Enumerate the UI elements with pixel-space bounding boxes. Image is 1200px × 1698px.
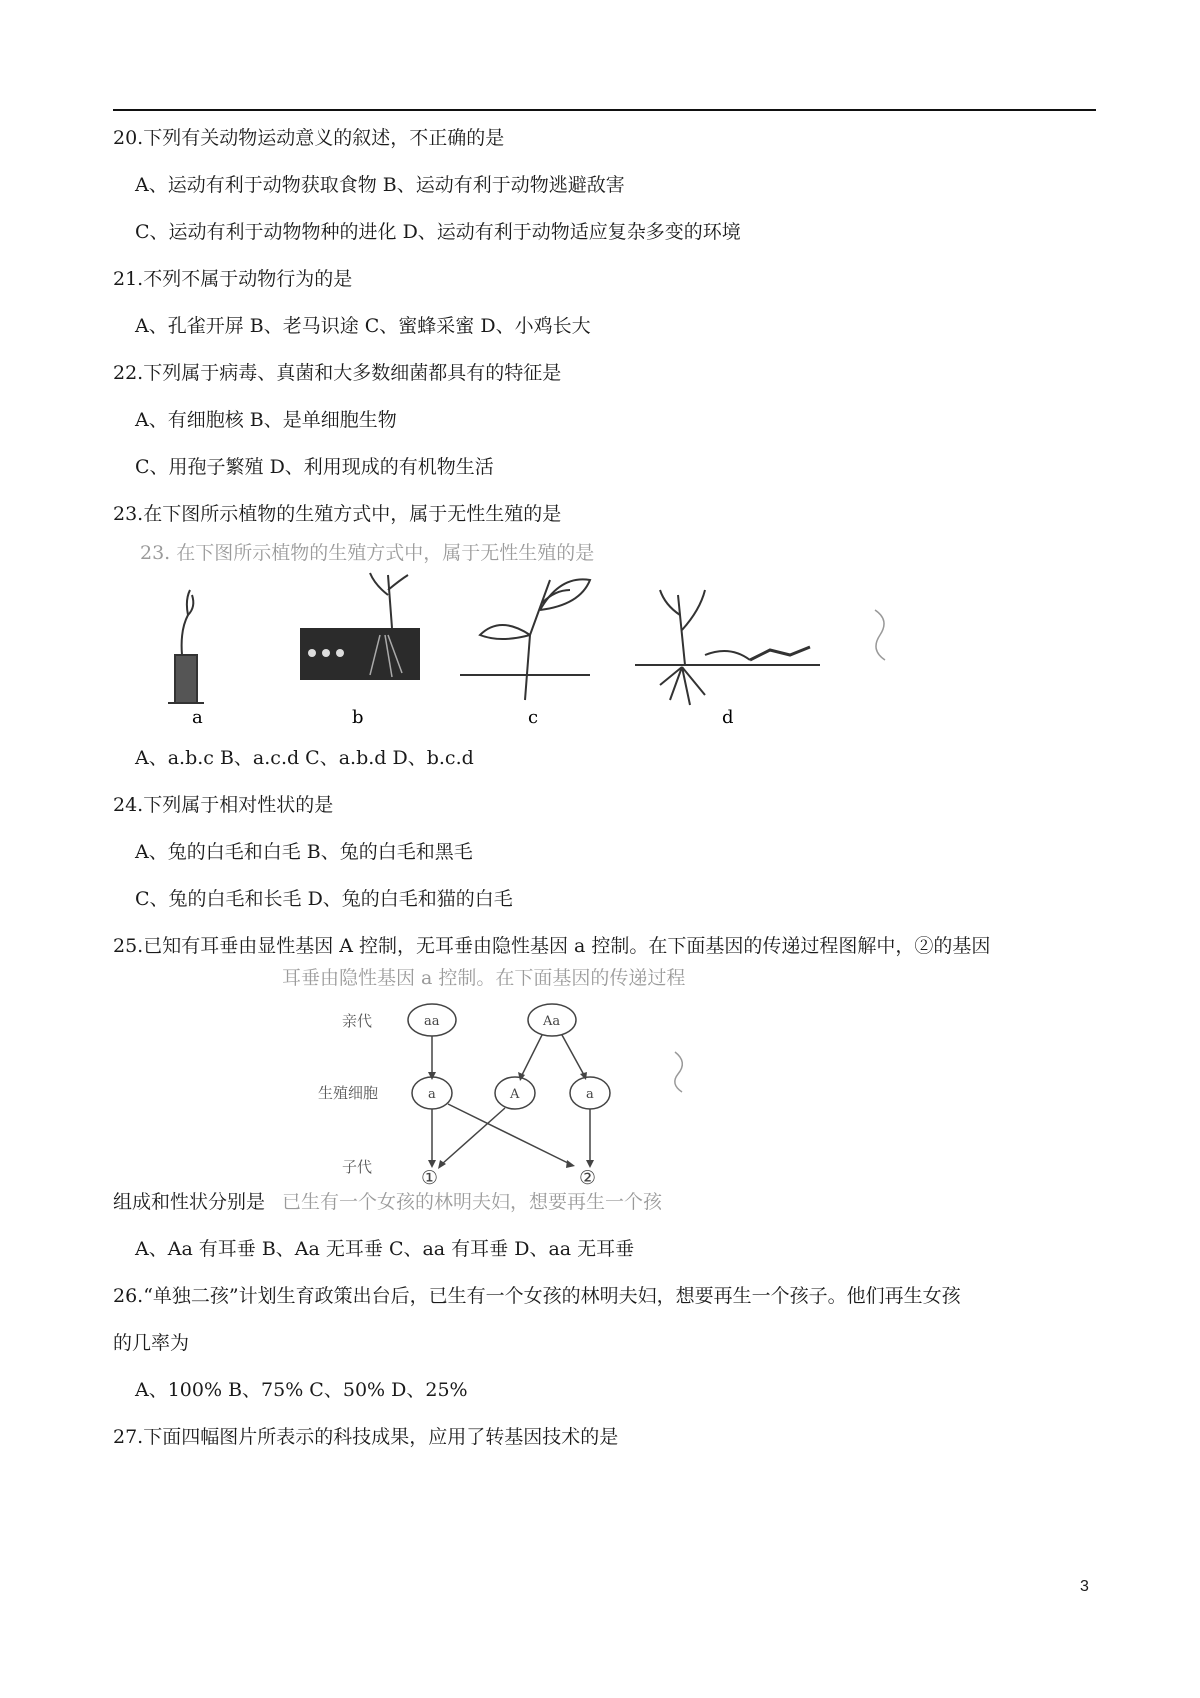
figure-23-label-a: a	[192, 707, 203, 725]
question-26-options: A、100% B、75% C、50% D、25%	[135, 1379, 468, 1401]
question-20-options-2: C、运动有利于动物物种的进化 D、运动有利于动物适应复杂多变的环境	[135, 221, 741, 243]
question-21-stem: 21.不列不属于动物行为的是	[113, 268, 353, 290]
question-24-stem: 24.下列属于相对性状的是	[113, 794, 334, 816]
question-27-stem: 27.下面四幅图片所表示的科技成果，应用了转基因技术的是	[113, 1426, 619, 1448]
question-22-stem: 22.下列属于病毒、真菌和大多数细菌都具有的特征是	[113, 362, 562, 384]
question-21-options: A、孔雀开屏 B、老马识途 C、蜜蜂采蜜 D、小鸡长大	[135, 315, 591, 337]
figure-23-drawing-d	[635, 590, 820, 705]
question-20-stem: 20.下列有关动物运动意义的叙述，不正确的是	[113, 127, 505, 149]
figure-25-row-child: 子代	[342, 1158, 373, 1176]
figure-25-scan-mark	[675, 1052, 683, 1092]
figure-23-label-b: b	[352, 707, 364, 725]
question-22-options-1: A、有细胞核 B、是单细胞生物	[135, 409, 397, 431]
question-24-options-1: A、兔的白毛和白毛 B、兔的白毛和黑毛	[135, 841, 473, 863]
question-25-stem-cont: 组成和性状分别是	[113, 1191, 266, 1213]
arrow-g1-c2	[448, 1104, 570, 1164]
figure-25-caption: 耳垂由隐性基因 a 控制。在下面基因的传递过程	[282, 967, 686, 989]
offspring-1-label: ①	[421, 1167, 439, 1189]
question-23-stem: 23.在下图所示植物的生殖方式中，属于无性生殖的是	[113, 503, 562, 525]
question-26-stem-cont: 的几率为	[113, 1332, 190, 1354]
gamete-2-gene: A	[510, 1087, 520, 1102]
figure-23-plant-reproduction	[130, 535, 970, 725]
question-25-stem: 25.已知有耳垂由显性基因 A 控制，无耳垂由隐性基因 a 控制。在下面基因的传递过程图解中，②的基因	[113, 935, 991, 957]
figure-23-drawing-b	[300, 573, 420, 680]
gamete-1-gene: a	[428, 1087, 436, 1102]
question-22-options-2: C、用孢子繁殖 D、利用现成的有机物生活	[135, 456, 494, 478]
parent-1-genotype: aa	[424, 1014, 440, 1029]
figure-23-caption: 23. 在下图所示植物的生殖方式中，属于无性生殖的是	[140, 542, 595, 564]
question-25-options: A、Aa 有耳垂 B、Aa 无耳垂 C、aa 有耳垂 D、aa 无耳垂	[135, 1238, 635, 1260]
figure-23-label-d: d	[722, 707, 734, 725]
figure-23-scan-mark	[875, 610, 885, 660]
figure-25-row-gamete: 生殖细胞	[318, 1084, 379, 1102]
question-24-options-2: C、兔的白毛和长毛 D、兔的白毛和猫的白毛	[135, 888, 513, 910]
question-23-options: A、a.b.c B、a.c.d C、a.b.d D、b.c.d	[135, 747, 474, 769]
parent-2-genotype: Aa	[543, 1014, 561, 1029]
page-number: 3	[1080, 1578, 1089, 1595]
gamete-3-gene: a	[586, 1087, 594, 1102]
figure-25-row-parent: 亲代	[342, 1012, 373, 1030]
figure-23-label-c: c	[528, 707, 539, 725]
arrow-p2-g2	[522, 1035, 542, 1075]
figure-23-drawing-a	[168, 590, 204, 703]
header-rule	[113, 109, 1096, 111]
question-26-stem: 26.“单独二孩”计划生育政策出台后，已生有一个女孩的林明夫妇，想要再生一个孩子。他们再生女孩	[113, 1285, 961, 1307]
figure-25-overlap-text: 已生有一个女孩的林明夫妇，想要再生一个孩	[282, 1191, 663, 1213]
offspring-2-label: ②	[579, 1167, 597, 1189]
arrow-p2-g3	[562, 1035, 584, 1075]
figure-23-drawing-c	[460, 579, 590, 700]
figure-25-gene-transmission	[280, 962, 740, 1212]
question-20-options-1: A、运动有利于动物获取食物 B、运动有利于动物逃避敌害	[135, 174, 625, 196]
